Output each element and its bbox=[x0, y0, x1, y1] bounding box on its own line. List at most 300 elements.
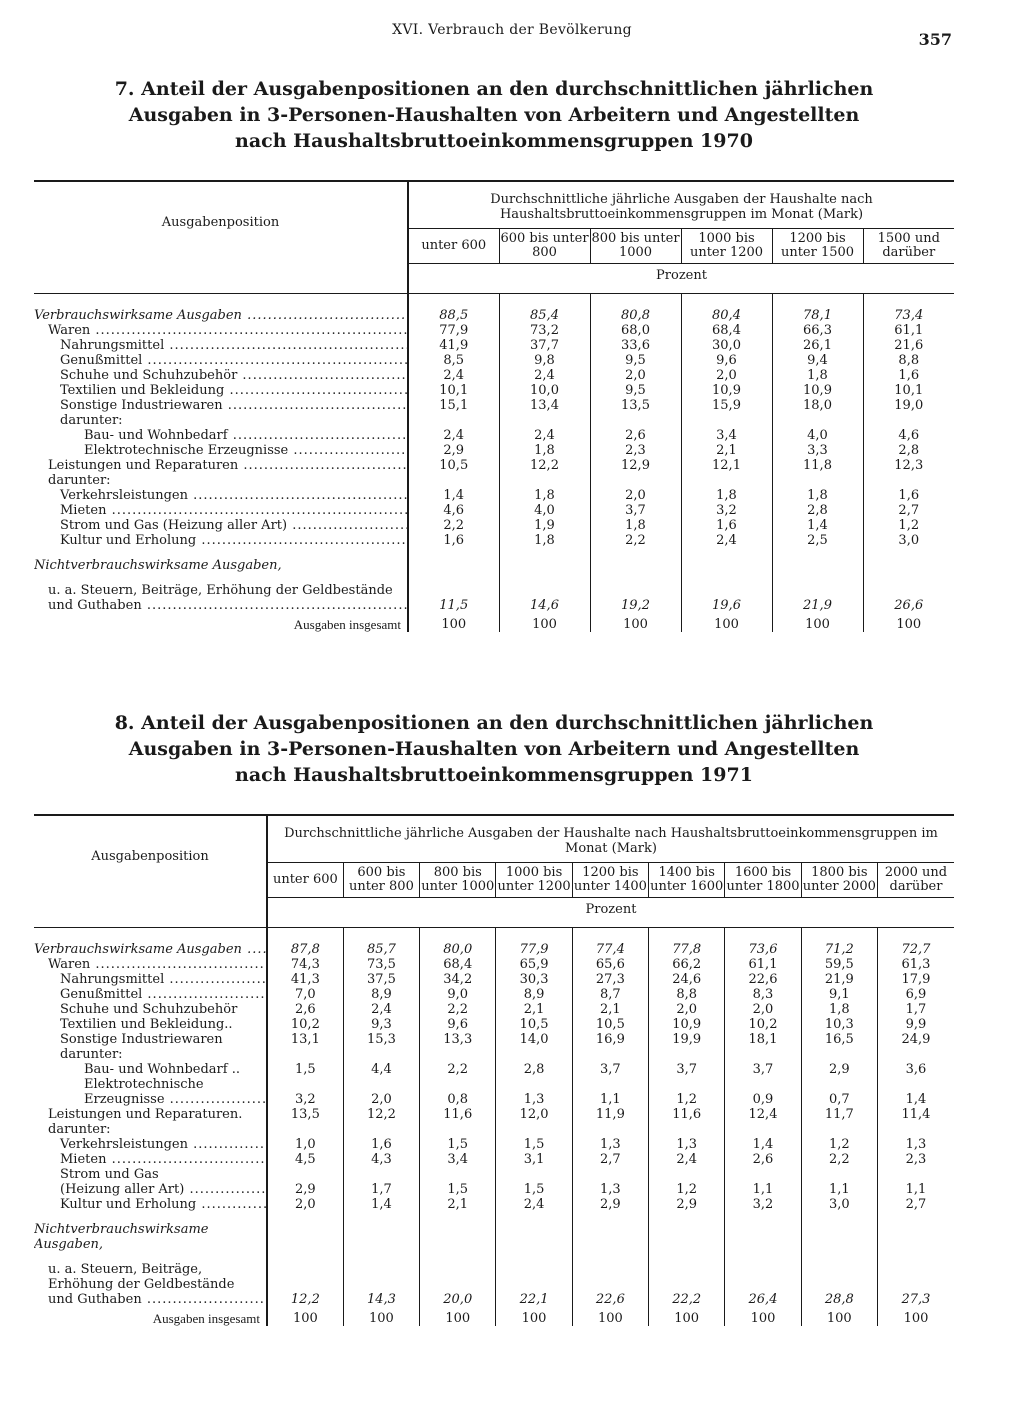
cell-value: 22,1 bbox=[496, 1292, 572, 1307]
cell-value: 1,4 bbox=[877, 1092, 954, 1107]
cell-value: 2,3 bbox=[877, 1152, 954, 1167]
cell-value: 2,8 bbox=[772, 503, 863, 518]
column-header: 800 bis unter 1000 bbox=[420, 863, 496, 898]
table-row bbox=[34, 383, 954, 398]
cell-value: 11,4 bbox=[877, 1107, 954, 1122]
column-header: 1200 bis unter 1500 bbox=[772, 229, 863, 264]
cell-value: 14,6 bbox=[499, 598, 590, 613]
cell-value: 2,6 bbox=[590, 428, 681, 443]
row-label: (Heizung aller Art) ..... bbox=[34, 1182, 267, 1197]
cell-value: 1,8 bbox=[499, 533, 590, 548]
table-row bbox=[34, 1137, 954, 1152]
cell-value: 2,4 bbox=[681, 533, 772, 548]
cell-value: 80,0 bbox=[420, 942, 496, 957]
column-header: unter 600 bbox=[267, 863, 343, 898]
cell-value: 19,0 bbox=[863, 398, 954, 413]
cell-value: 0,8 bbox=[420, 1092, 496, 1107]
cell-value bbox=[343, 1122, 419, 1137]
cell-value: 12,1 bbox=[681, 458, 772, 473]
row-label: Genußmittel ..... bbox=[34, 353, 408, 368]
cell-value bbox=[877, 1262, 954, 1277]
column-header: unter 600 bbox=[408, 229, 499, 264]
table-row bbox=[34, 558, 954, 573]
cell-value: 8,3 bbox=[725, 987, 801, 1002]
cell-value: 100 bbox=[725, 1307, 801, 1326]
cell-value: 2,1 bbox=[420, 1197, 496, 1212]
column-header: 800 bis unter 1000 bbox=[590, 229, 681, 264]
table-row bbox=[34, 1292, 954, 1307]
cell-value: 100 bbox=[863, 613, 954, 632]
table-row bbox=[34, 972, 954, 987]
table-row bbox=[34, 1262, 954, 1277]
cell-value: 88,5 bbox=[408, 308, 499, 323]
cell-value: 8,9 bbox=[343, 987, 419, 1002]
cell-value: 1,2 bbox=[649, 1182, 725, 1197]
table-row bbox=[34, 533, 954, 548]
cell-value: 100 bbox=[572, 1307, 648, 1326]
cell-value: 1,6 bbox=[681, 518, 772, 533]
unit-row bbox=[34, 264, 954, 294]
cell-value bbox=[725, 1262, 801, 1277]
cell-value: 2,4 bbox=[343, 1002, 419, 1017]
cell-value bbox=[343, 1237, 419, 1252]
column-header: 600 bis unter 800 bbox=[343, 863, 419, 898]
cell-value: 9,8 bbox=[499, 353, 590, 368]
cell-value: 100 bbox=[877, 1307, 954, 1326]
cell-value bbox=[590, 558, 681, 573]
cell-value bbox=[496, 1047, 572, 1062]
cell-value: 10,5 bbox=[408, 458, 499, 473]
cell-value bbox=[572, 1122, 648, 1137]
cell-value: 2,9 bbox=[408, 443, 499, 458]
cell-value: 73,4 bbox=[863, 308, 954, 323]
row-label: Verbrauchswirksame Ausgaben ..... bbox=[34, 308, 408, 323]
cell-value: 1,0 bbox=[267, 1137, 343, 1152]
cell-value: 1,5 bbox=[420, 1182, 496, 1197]
cell-value bbox=[420, 1077, 496, 1092]
cell-value: 9,6 bbox=[681, 353, 772, 368]
cell-value bbox=[408, 583, 499, 598]
table-row bbox=[34, 368, 954, 383]
cell-value bbox=[496, 1122, 572, 1137]
cell-value bbox=[725, 1047, 801, 1062]
cell-value: 21,6 bbox=[863, 338, 954, 353]
cell-value: 1,8 bbox=[681, 488, 772, 503]
cell-value: 4,6 bbox=[408, 503, 499, 518]
cell-value bbox=[343, 1262, 419, 1277]
table-8 bbox=[34, 814, 954, 1326]
cell-value bbox=[496, 1277, 572, 1292]
cell-value: 27,3 bbox=[572, 972, 648, 987]
cell-value: 61,3 bbox=[877, 957, 954, 972]
total-row bbox=[34, 613, 954, 632]
cell-value bbox=[343, 1222, 419, 1237]
cell-value: 1,5 bbox=[496, 1182, 572, 1197]
cell-value bbox=[877, 1122, 954, 1137]
cell-value: 2,2 bbox=[408, 518, 499, 533]
cell-value: 9,0 bbox=[420, 987, 496, 1002]
row-label: u. a. Steuern, Beiträge, Erhöhung der Geldbestände bbox=[48, 583, 393, 598]
cell-value: 100 bbox=[801, 1307, 877, 1326]
cell-value: 80,8 bbox=[590, 308, 681, 323]
cell-value bbox=[420, 1237, 496, 1252]
cell-value: 2,0 bbox=[590, 488, 681, 503]
cell-value: 14,0 bbox=[496, 1032, 572, 1047]
cell-value: 1,3 bbox=[649, 1137, 725, 1152]
cell-value: 15,9 bbox=[681, 398, 772, 413]
cell-value: 100 bbox=[343, 1307, 419, 1326]
cell-value: 2,0 bbox=[725, 1002, 801, 1017]
table-row bbox=[34, 1197, 954, 1212]
cell-value bbox=[725, 1277, 801, 1292]
cell-value bbox=[572, 1167, 648, 1182]
cell-value: 100 bbox=[681, 613, 772, 632]
row-label: Erzeugnisse ..... bbox=[34, 1092, 267, 1107]
cell-value: 2,4 bbox=[499, 368, 590, 383]
cell-value: 21,9 bbox=[772, 598, 863, 613]
table-row bbox=[34, 308, 954, 323]
cell-value bbox=[801, 1077, 877, 1092]
cell-value: 2,2 bbox=[420, 1002, 496, 1017]
cell-value: 19,9 bbox=[649, 1032, 725, 1047]
row-label: Verkehrsleistungen ..... bbox=[34, 1137, 267, 1152]
row-label: Strom und Gas bbox=[60, 1167, 159, 1182]
column-header: 600 bis unter 800 bbox=[499, 229, 590, 264]
cell-value: 10,3 bbox=[801, 1017, 877, 1032]
cell-value: 30,0 bbox=[681, 338, 772, 353]
row-label: Bau- und Wohnbedarf ..... bbox=[34, 428, 408, 443]
cell-value: 2,3 bbox=[590, 443, 681, 458]
cell-value: 1,8 bbox=[772, 488, 863, 503]
cell-value: 11,9 bbox=[572, 1107, 648, 1122]
cell-value: 65,9 bbox=[496, 957, 572, 972]
cell-value: 1,8 bbox=[772, 368, 863, 383]
row-label: darunter: bbox=[48, 1122, 111, 1137]
cell-value: 9,5 bbox=[590, 383, 681, 398]
stub-header: Ausgabenposition bbox=[34, 815, 267, 898]
row-label: Elektrotechnische Erzeugnisse ..... bbox=[34, 443, 408, 458]
cell-value: 13,1 bbox=[267, 1032, 343, 1047]
cell-value: 8,8 bbox=[863, 353, 954, 368]
cell-value bbox=[877, 1277, 954, 1292]
cell-value: 73,6 bbox=[725, 942, 801, 957]
cell-value: 26,4 bbox=[725, 1292, 801, 1307]
stub-header: Ausgabenposition bbox=[34, 181, 408, 264]
cell-value: 0,9 bbox=[725, 1092, 801, 1107]
cell-value: 1,4 bbox=[408, 488, 499, 503]
cell-value bbox=[801, 1122, 877, 1137]
cell-value: 1,1 bbox=[801, 1182, 877, 1197]
cell-value: 0,7 bbox=[801, 1092, 877, 1107]
cell-value bbox=[877, 1047, 954, 1062]
cell-value: 28,8 bbox=[801, 1292, 877, 1307]
table-row bbox=[34, 957, 954, 972]
cell-value bbox=[725, 1077, 801, 1092]
cell-value: 1,8 bbox=[590, 518, 681, 533]
cell-value: 77,9 bbox=[408, 323, 499, 338]
cell-value: 1,8 bbox=[801, 1002, 877, 1017]
cell-value bbox=[572, 1262, 648, 1277]
table-row bbox=[34, 458, 954, 473]
cell-value bbox=[863, 583, 954, 598]
table-row bbox=[34, 338, 954, 353]
column-header: 1000 bis unter 1200 bbox=[681, 229, 772, 264]
table-row bbox=[34, 1032, 954, 1047]
cell-value: 10,2 bbox=[267, 1017, 343, 1032]
cell-value: 19,6 bbox=[681, 598, 772, 613]
row-label: Genußmittel ..... bbox=[34, 987, 267, 1002]
row-label: Erhöhung der Geldbestände bbox=[48, 1277, 235, 1292]
cell-value: 1,6 bbox=[343, 1137, 419, 1152]
table-row bbox=[34, 1122, 954, 1137]
cell-value: 8,5 bbox=[408, 353, 499, 368]
row-label: Mieten ..... bbox=[34, 503, 408, 518]
table-7-title: 7. Anteil der Ausgabenpositionen an den durchschnittlichen jährlichen Ausgaben in 3-Personen-Haushalten von Arbeitern und Angestellten nach Haushaltsbruttoeinkommensgruppen 1970 bbox=[114, 78, 874, 152]
cell-value bbox=[408, 413, 499, 428]
cell-value: 8,7 bbox=[572, 987, 648, 1002]
table-8-title: 8. Anteil der Ausgabenpositionen an den durchschnittlichen jährlichen Ausgaben in 3-Personen-Haushalten von Arbeitern und Angestellten nach Haushaltsbruttoeinkommensgruppen 1971 bbox=[114, 712, 874, 786]
cell-value bbox=[649, 1077, 725, 1092]
cell-value: 1,2 bbox=[801, 1137, 877, 1152]
cell-value bbox=[267, 1077, 343, 1092]
cell-value: 12,2 bbox=[343, 1107, 419, 1122]
cell-value bbox=[343, 1277, 419, 1292]
cell-value: 16,9 bbox=[572, 1032, 648, 1047]
table-row bbox=[34, 443, 954, 458]
row-label: Mieten ..... bbox=[34, 1152, 267, 1167]
cell-value: 10,9 bbox=[649, 1017, 725, 1032]
cell-value: 24,9 bbox=[877, 1032, 954, 1047]
cell-value: 61,1 bbox=[863, 323, 954, 338]
cell-value: 100 bbox=[772, 613, 863, 632]
cell-value bbox=[267, 1122, 343, 1137]
cell-value: 3,4 bbox=[420, 1152, 496, 1167]
cell-value: 2,4 bbox=[496, 1197, 572, 1212]
cell-value: 8,8 bbox=[649, 987, 725, 1002]
cell-value bbox=[496, 1077, 572, 1092]
table-row bbox=[34, 353, 954, 368]
cell-value: 3,7 bbox=[590, 503, 681, 518]
cell-value bbox=[649, 1122, 725, 1137]
cell-value: 61,1 bbox=[725, 957, 801, 972]
cell-value: 9,6 bbox=[420, 1017, 496, 1032]
cell-value: 33,6 bbox=[590, 338, 681, 353]
cell-value: 10,9 bbox=[681, 383, 772, 398]
table-row bbox=[34, 1107, 954, 1122]
cell-value: 73,2 bbox=[499, 323, 590, 338]
cell-value: 12,2 bbox=[499, 458, 590, 473]
cell-value bbox=[343, 1077, 419, 1092]
cell-value bbox=[420, 1262, 496, 1277]
cell-value: 4,5 bbox=[267, 1152, 343, 1167]
cell-value: 100 bbox=[408, 613, 499, 632]
cell-value: 12,2 bbox=[267, 1292, 343, 1307]
row-label: Bau- und Wohnbedarf .. bbox=[84, 1062, 240, 1077]
cell-value bbox=[572, 1077, 648, 1092]
cell-value: 100 bbox=[267, 1307, 343, 1326]
cell-value bbox=[649, 1237, 725, 1252]
cell-value bbox=[772, 558, 863, 573]
cell-value: 10,1 bbox=[863, 383, 954, 398]
cell-value bbox=[267, 1047, 343, 1062]
cell-value: 3,0 bbox=[863, 533, 954, 548]
cell-value: 100 bbox=[649, 1307, 725, 1326]
cell-value: 1,3 bbox=[496, 1092, 572, 1107]
cell-value: 3,3 bbox=[772, 443, 863, 458]
cell-value: 1,7 bbox=[343, 1182, 419, 1197]
cell-value: 2,7 bbox=[863, 503, 954, 518]
super-header: Durchschnittliche jährliche Ausgaben der Haushalte nach Haushaltsbruttoeinkommensgruppen im Monat (Mark) bbox=[267, 815, 954, 863]
cell-value: 2,6 bbox=[267, 1002, 343, 1017]
cell-value: 77,9 bbox=[496, 942, 572, 957]
cell-value bbox=[725, 1222, 801, 1237]
table-row bbox=[34, 518, 954, 533]
row-label: Kultur und Erholung ..... bbox=[34, 533, 408, 548]
cell-value: 11,7 bbox=[801, 1107, 877, 1122]
row-label: Schuhe und Schuhzubehör bbox=[60, 1002, 238, 1017]
cell-value: 2,0 bbox=[649, 1002, 725, 1017]
cell-value bbox=[681, 473, 772, 488]
cell-value: 1,1 bbox=[877, 1182, 954, 1197]
cell-value: 11,5 bbox=[408, 598, 499, 613]
row-label: Elektrotechnische bbox=[84, 1077, 204, 1092]
cell-value: 1,2 bbox=[863, 518, 954, 533]
table-row bbox=[34, 1062, 954, 1077]
row-label: Textilien und Bekleidung.. bbox=[60, 1017, 233, 1032]
cell-value bbox=[590, 583, 681, 598]
row-label: Sonstige Industriewaren ..... bbox=[34, 398, 408, 413]
cell-value bbox=[496, 1237, 572, 1252]
cell-value: 7,0 bbox=[267, 987, 343, 1002]
cell-value: 1,2 bbox=[649, 1092, 725, 1107]
table-7 bbox=[34, 180, 954, 632]
cell-value: 10,5 bbox=[572, 1017, 648, 1032]
row-label: darunter: bbox=[48, 473, 111, 488]
cell-value: 12,4 bbox=[725, 1107, 801, 1122]
cell-value bbox=[420, 1277, 496, 1292]
cell-value: 27,3 bbox=[877, 1292, 954, 1307]
total-row bbox=[34, 1307, 954, 1326]
table-row bbox=[34, 1002, 954, 1017]
row-label: Leistungen und Reparaturen. bbox=[48, 1107, 243, 1122]
cell-value bbox=[572, 1237, 648, 1252]
cell-value: 1,4 bbox=[343, 1197, 419, 1212]
header-row bbox=[34, 181, 954, 229]
cell-value: 19,2 bbox=[590, 598, 681, 613]
cell-value bbox=[649, 1262, 725, 1277]
cell-value: 100 bbox=[496, 1307, 572, 1326]
cell-value: 3,7 bbox=[649, 1062, 725, 1077]
cell-value bbox=[801, 1222, 877, 1237]
cell-value: 10,2 bbox=[725, 1017, 801, 1032]
row-label: Sonstige Industriewaren bbox=[60, 1032, 223, 1047]
cell-value bbox=[499, 473, 590, 488]
cell-value: 2,7 bbox=[877, 1197, 954, 1212]
row-label: Ausgaben insgesamt bbox=[293, 617, 401, 632]
cell-value bbox=[408, 558, 499, 573]
cell-value: 26,6 bbox=[863, 598, 954, 613]
cell-value: 100 bbox=[420, 1307, 496, 1326]
cell-value: 16,5 bbox=[801, 1032, 877, 1047]
table-row bbox=[34, 1222, 954, 1237]
row-label: und Guthaben ..... bbox=[34, 1292, 267, 1307]
cell-value: 2,6 bbox=[725, 1152, 801, 1167]
cell-value: 1,8 bbox=[499, 443, 590, 458]
row-label: Nichtverbrauchswirksame Ausgaben, bbox=[34, 558, 282, 573]
cell-value: 34,2 bbox=[420, 972, 496, 987]
cell-value: 71,2 bbox=[801, 942, 877, 957]
cell-value: 2,1 bbox=[572, 1002, 648, 1017]
column-header: 1500 und darüber bbox=[863, 229, 954, 264]
cell-value: 30,3 bbox=[496, 972, 572, 987]
cell-value: 9,5 bbox=[590, 353, 681, 368]
cell-value: 3,2 bbox=[681, 503, 772, 518]
column-header: 1000 bis unter 1200 bbox=[496, 863, 572, 898]
header-row bbox=[34, 815, 954, 863]
cell-value: 3,2 bbox=[267, 1092, 343, 1107]
cell-value: 1,4 bbox=[725, 1137, 801, 1152]
cell-value bbox=[499, 558, 590, 573]
cell-value: 1,4 bbox=[772, 518, 863, 533]
cell-value bbox=[877, 1167, 954, 1182]
table-row bbox=[34, 1092, 954, 1107]
cell-value: 15,3 bbox=[343, 1032, 419, 1047]
cell-value: 10,5 bbox=[496, 1017, 572, 1032]
cell-value: 3,0 bbox=[801, 1197, 877, 1212]
cell-value: 1,1 bbox=[572, 1092, 648, 1107]
cell-value: 2,0 bbox=[681, 368, 772, 383]
cell-value: 4,0 bbox=[499, 503, 590, 518]
cell-value bbox=[681, 558, 772, 573]
cell-value: 2,0 bbox=[590, 368, 681, 383]
cell-value: 18,0 bbox=[772, 398, 863, 413]
cell-value: 37,7 bbox=[499, 338, 590, 353]
cell-value: 2,5 bbox=[772, 533, 863, 548]
cell-value: 2,2 bbox=[420, 1062, 496, 1077]
cell-value bbox=[267, 1277, 343, 1292]
cell-value: 1,1 bbox=[725, 1182, 801, 1197]
cell-value: 85,7 bbox=[343, 942, 419, 957]
cell-value: 9,1 bbox=[801, 987, 877, 1002]
table-row bbox=[34, 1167, 954, 1182]
cell-value: 4,6 bbox=[863, 428, 954, 443]
cell-value: 1,6 bbox=[408, 533, 499, 548]
cell-value: 2,0 bbox=[343, 1092, 419, 1107]
cell-value bbox=[725, 1237, 801, 1252]
cell-value: 73,5 bbox=[343, 957, 419, 972]
table-row bbox=[34, 1017, 954, 1032]
cell-value: 1,6 bbox=[863, 488, 954, 503]
cell-value: 13,3 bbox=[420, 1032, 496, 1047]
cell-value: 13,5 bbox=[267, 1107, 343, 1122]
cell-value: 2,8 bbox=[496, 1062, 572, 1077]
table-row bbox=[34, 583, 954, 598]
row-label: und Guthaben ..... bbox=[34, 598, 408, 613]
row-label: u. a. Steuern, Beiträge, bbox=[48, 1262, 203, 1277]
cell-value: 10,1 bbox=[408, 383, 499, 398]
cell-value bbox=[267, 1237, 343, 1252]
cell-value: 1,3 bbox=[877, 1137, 954, 1152]
page-number: 357 bbox=[918, 30, 952, 49]
cell-value: 14,3 bbox=[343, 1292, 419, 1307]
column-header: 1400 bis unter 1600 bbox=[649, 863, 725, 898]
cell-value bbox=[649, 1277, 725, 1292]
row-label: Textilien und Bekleidung ..... bbox=[34, 383, 408, 398]
cell-value: 1,7 bbox=[877, 1002, 954, 1017]
cell-value: 2,9 bbox=[801, 1062, 877, 1077]
row-label: Verkehrsleistungen ..... bbox=[34, 488, 408, 503]
row-label: Leistungen und Reparaturen ..... bbox=[34, 458, 408, 473]
